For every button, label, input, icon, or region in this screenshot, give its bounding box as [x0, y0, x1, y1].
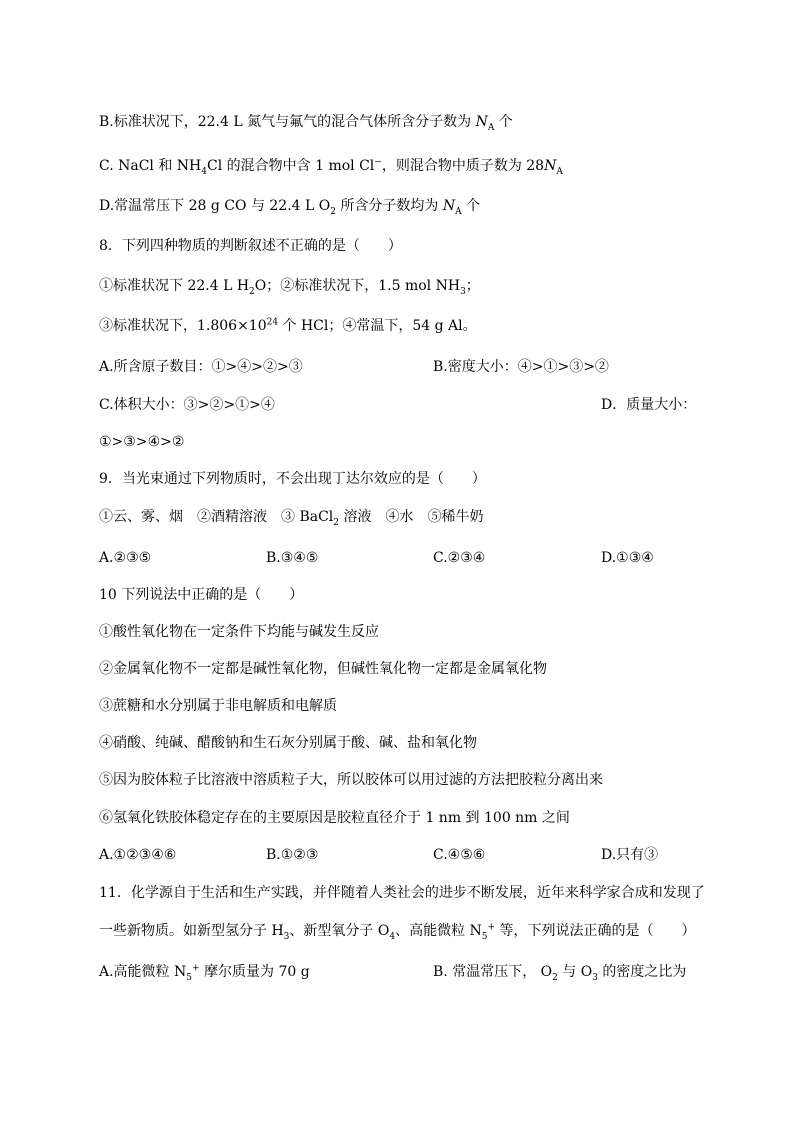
- q8-stem: 8．下列四种物质的判断叙述不正确的是（ ）: [99, 238, 402, 254]
- q8-option-d: D．质量大小：: [601, 397, 697, 413]
- q9-option-c: C.②③④: [433, 550, 486, 566]
- q11-options-row-1: [99, 962, 699, 982]
- q11-option-b: B. 常温常压下， $O_2$ 与 $O_3$ 的密度之比为: [433, 964, 687, 983]
- q10-statement-4: ④硝酸、纯碱、醋酸钠和生石灰分别属于酸、碱、盐和氧化物: [99, 735, 477, 751]
- q10-option-d: D.只有③: [601, 847, 659, 863]
- q10-option-c: C.④⑤⑥: [433, 847, 486, 863]
- q8-option-c: C.体积大小：③>②>①>④: [99, 397, 275, 413]
- q11-option-a: A.高能微粒 $N_5^+$ 摩尔质量为 70 g: [99, 963, 310, 983]
- q9-stem: 9．当光束通过下列物质时，不会出现丁达尔效应的是（ ）: [99, 471, 486, 487]
- q10-options: [99, 845, 699, 865]
- q8-item-3-4: ③标准状况下，$1.806\times 10^{24}$ 个 HCl；④常温下，54 g Al。: [99, 317, 477, 334]
- q7-option-c: C. NaCl 和 $NH_4Cl$ 的混合物中含 1 mol Cl−，则混合物中质子数为 $28N_A$: [99, 157, 563, 177]
- q9-option-b: B.③④⑤: [266, 550, 319, 566]
- q10-statement-6: ⑥氢氧化铁胶体稳定存在的主要原因是胶粒直径介于 1 nm 到 100 nm 之间: [99, 810, 570, 826]
- q9-option-d: D.①③④: [601, 550, 654, 566]
- q8-option-d-continued: ①>③>④>②: [99, 434, 185, 450]
- q8-item-1-2: ①标准状况下 22.4 L $H_2O$；②标准状况下，1.5 mol $NH_3$；: [99, 278, 480, 297]
- q10-statement-2: ②金属氧化物不一定都是碱性氧化物，但碱性氧化物一定都是金属氧化物: [99, 661, 547, 677]
- q9-option-a: A.②③⑤: [99, 550, 152, 566]
- q9-options: [99, 548, 699, 568]
- q11-stem-line-1: 11．化学源自于生活和生产实践，并伴随着人类社会的进步不断发展，近年来科学家合成和发现了: [99, 885, 705, 901]
- q8-options-row-2: [99, 395, 699, 415]
- q10-statement-1: ①酸性氧化物在一定条件下均能与碱发生反应: [99, 624, 379, 640]
- q10-stem: 10 下列说法中正确的是（ ）: [99, 587, 304, 603]
- q10-statement-5: ⑤因为胶体粒子比溶液中溶质粒子大，所以胶体可以用过滤的方法把胶粒分离出来: [99, 772, 603, 788]
- q7-option-d: D.常温常压下 28 g CO 与 22.4 L $O_2$ 所含分子数均为 $N_A$ 个: [99, 198, 481, 217]
- q8-options-row-1: [99, 357, 699, 377]
- q10-option-b: B.①②③: [266, 847, 319, 863]
- q8-option-a: A.所含原子数目：①>④>②>③: [99, 359, 303, 375]
- q8-option-b: B.密度大小：④>①>③>②: [433, 359, 609, 375]
- q7-option-b: B.标准状况下，22.4 L 氮气与氟气的混合气体所含分子数为 $N_A$ 个: [99, 114, 513, 133]
- q11-stem-line-2: 一些新物质。如新型氢分子 $H_3$、新型氧分子 $O_4$、高能微粒 $N_5^+$ 等，下列说法正确的是（ ）: [99, 922, 696, 942]
- q9-items: ①云、雾、烟 ②酒精溶液 ③ BaCl$_2$ 溶液 ④水 ⑤稀牛奶: [99, 509, 484, 528]
- q10-statement-3: ③蔗糖和水分别属于非电解质和电解质: [99, 698, 337, 714]
- q10-option-a: A.①②③④⑥: [99, 847, 177, 863]
